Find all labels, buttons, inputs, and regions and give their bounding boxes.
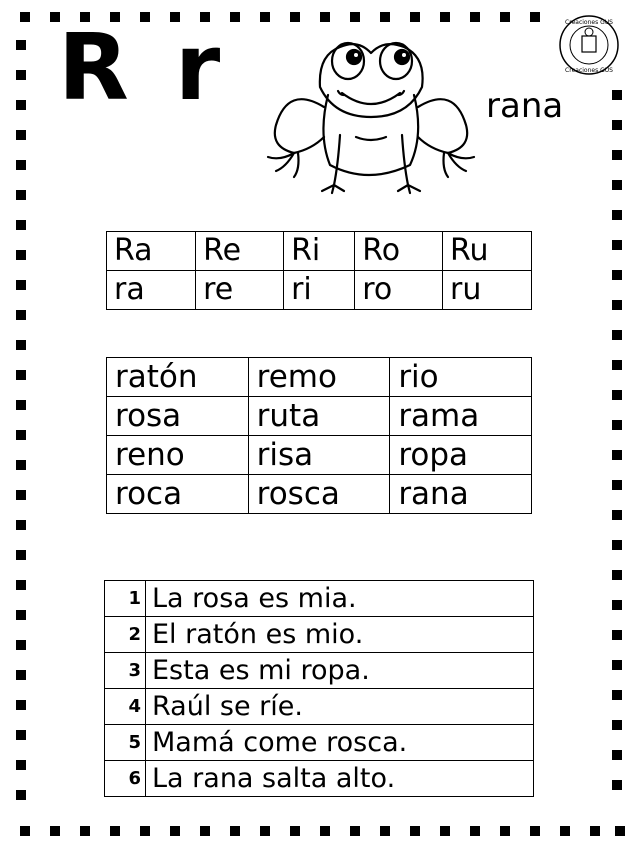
word-cell: rosca xyxy=(248,475,390,514)
sentence-number: 1 xyxy=(105,581,146,617)
lowercase-letter: r xyxy=(174,14,223,121)
syllable-cell: ra xyxy=(107,271,196,310)
table-row xyxy=(107,397,532,436)
word-cell: rama xyxy=(390,397,532,436)
sentence-number: 3 xyxy=(105,653,146,689)
words-table xyxy=(106,357,532,514)
syllable-cell: Ri xyxy=(284,232,355,271)
svg-text:Creaciones GUS: Creaciones GUS xyxy=(565,67,613,74)
sentence-number: 6 xyxy=(105,761,146,797)
table-row xyxy=(105,761,534,797)
syllable-cell: ro xyxy=(355,271,443,310)
svg-text:Creaciones GUS: Creaciones GUS xyxy=(565,19,613,26)
word-cell: ropa xyxy=(390,436,532,475)
frog-illustration xyxy=(258,25,484,195)
syllable-cell: Ru xyxy=(442,232,531,271)
syllable-cell: Ro xyxy=(355,232,443,271)
syllable-cell: ru xyxy=(442,271,531,310)
word-cell: ratón xyxy=(107,358,249,397)
word-cell: rana xyxy=(390,475,532,514)
sentence-text: La rana salta alto. xyxy=(146,761,534,797)
sentence-text: La rosa es mia. xyxy=(146,581,534,617)
word-cell: roca xyxy=(107,475,249,514)
sentence-number: 2 xyxy=(105,617,146,653)
sentence-text: Mamá come rosca. xyxy=(146,725,534,761)
table-row xyxy=(107,436,532,475)
border-left-dashes xyxy=(16,40,26,800)
table-row xyxy=(107,475,532,514)
sentence-text: El ratón es mio. xyxy=(146,617,534,653)
table-row xyxy=(105,653,534,689)
table-row xyxy=(105,617,534,653)
syllable-cell: re xyxy=(196,271,284,310)
syllable-cell: Re xyxy=(196,232,284,271)
word-cell: ruta xyxy=(248,397,390,436)
picture-word: rana xyxy=(486,86,564,126)
syllables-table xyxy=(106,231,532,310)
sentence-text: Esta es mi ropa. xyxy=(146,653,534,689)
border-right-dashes xyxy=(612,90,622,790)
sentence-number: 5 xyxy=(105,725,146,761)
creaciones-gus-logo xyxy=(558,14,620,76)
sentence-number: 4 xyxy=(105,689,146,725)
table-row xyxy=(107,358,532,397)
table-row xyxy=(105,725,534,761)
table-row xyxy=(107,271,532,310)
syllable-cell: Ra xyxy=(107,232,196,271)
table-row xyxy=(107,232,532,271)
word-cell: reno xyxy=(107,436,249,475)
word-cell: risa xyxy=(248,436,390,475)
word-cell: remo xyxy=(248,358,390,397)
border-bottom-dashes xyxy=(20,826,625,836)
word-cell: rio xyxy=(390,358,532,397)
sentences-table xyxy=(104,580,534,797)
uppercase-letter: R xyxy=(58,14,131,121)
syllable-cell: ri xyxy=(284,271,355,310)
table-row xyxy=(105,689,534,725)
table-row xyxy=(105,581,534,617)
sentence-text: Raúl se ríe. xyxy=(146,689,534,725)
title-letters xyxy=(58,14,248,121)
word-cell: rosa xyxy=(107,397,249,436)
